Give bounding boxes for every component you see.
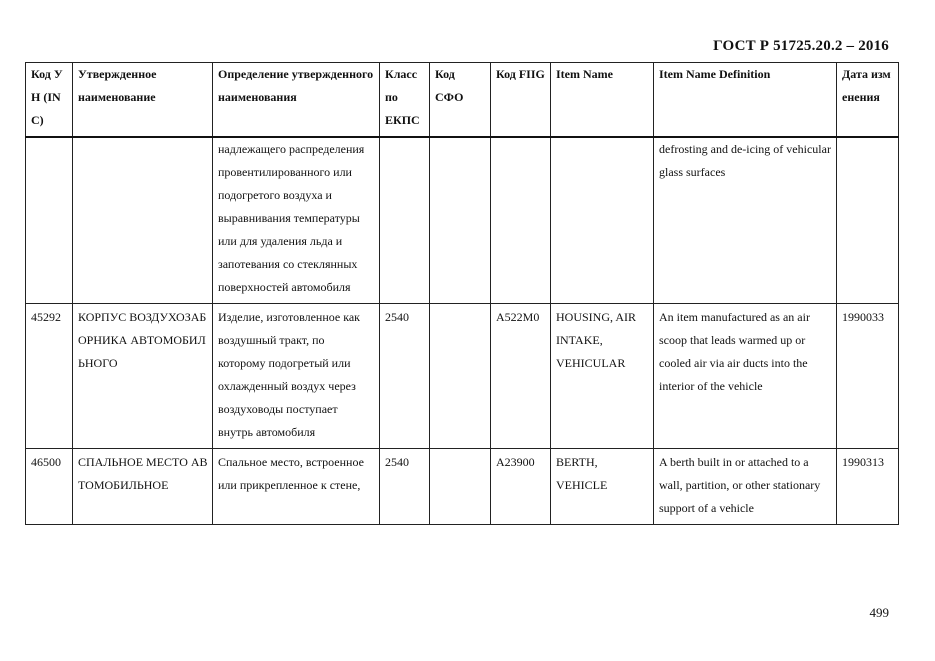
cell-sfo bbox=[430, 304, 491, 449]
cell-approved-name bbox=[73, 137, 213, 304]
col-header-approved-name: Утвержденное наименование bbox=[73, 63, 213, 138]
cell-class bbox=[380, 137, 430, 304]
table-row bbox=[26, 137, 899, 304]
cell-fiig: A23900 bbox=[491, 449, 551, 525]
cell-definition: надлежащего распределения провентилированного или подогретого воздуха и выравнивания температуры или для удаления льда и запотевания со стеклянных поверхностей автомобиля bbox=[213, 137, 380, 304]
cell-date: 1990313 bbox=[837, 449, 899, 525]
header-row bbox=[26, 63, 899, 138]
nomenclature-table bbox=[25, 62, 899, 525]
cell-item-def: An item manufactured as an air scoop that leads warmed up or cooled air via air ducts into the interior of the vehicle bbox=[654, 304, 837, 449]
cell-inc: 46500 bbox=[26, 449, 73, 525]
col-header-definition: Определение утвержденного наименования bbox=[213, 63, 380, 138]
col-header-class: Класс по ЕКПС bbox=[380, 63, 430, 138]
cell-item-name: HOUSING, AIR INTAKE, VEHICULAR bbox=[551, 304, 654, 449]
cell-definition: Изделие, изготовленное как воздушный тракт, по которому подогретый или охлажденный воздух через воздуховоды поступает внутрь автомобиля bbox=[213, 304, 380, 449]
cell-date bbox=[837, 137, 899, 304]
cell-inc: 45292 bbox=[26, 304, 73, 449]
cell-class: 2540 bbox=[380, 449, 430, 525]
page-number: 499 bbox=[869, 605, 889, 620]
col-header-item-name: Item Name bbox=[551, 63, 654, 138]
document-title: ГОСТ Р 51725.20.2 – 2016 bbox=[713, 38, 889, 54]
cell-item-name: BERTH, VEHICLE bbox=[551, 449, 654, 525]
cell-item-def: defrosting and de-icing of vehicular glass surfaces bbox=[654, 137, 837, 304]
col-header-fiig: Код FIIG bbox=[491, 63, 551, 138]
cell-item-name bbox=[551, 137, 654, 304]
table-row bbox=[26, 304, 899, 449]
cell-date: 1990033 bbox=[837, 304, 899, 449]
table-row bbox=[26, 449, 899, 525]
cell-fiig bbox=[491, 137, 551, 304]
cell-approved-name: СПАЛЬНОЕ МЕСТО АВТОМОБИЛЬНОЕ bbox=[73, 449, 213, 525]
cell-fiig: A522M0 bbox=[491, 304, 551, 449]
cell-definition: Спальное место, встроенное или прикрепленное к стене, bbox=[213, 449, 380, 525]
col-header-date: Дата изменения bbox=[837, 63, 899, 138]
cell-approved-name: КОРПУС ВОЗДУХОЗАБОРНИКА АВТОМОБИЛЬНОГО bbox=[73, 304, 213, 449]
cell-sfo bbox=[430, 449, 491, 525]
col-header-item-def: Item Name Definition bbox=[654, 63, 837, 138]
cell-sfo bbox=[430, 137, 491, 304]
cell-item-def: A berth built in or attached to a wall, partition, or other stationary support of a vehicle bbox=[654, 449, 837, 525]
cell-class: 2540 bbox=[380, 304, 430, 449]
col-header-sfo: Код СФО bbox=[430, 63, 491, 138]
col-header-inc: Код УН (INC) bbox=[26, 63, 73, 138]
cell-inc bbox=[26, 137, 73, 304]
